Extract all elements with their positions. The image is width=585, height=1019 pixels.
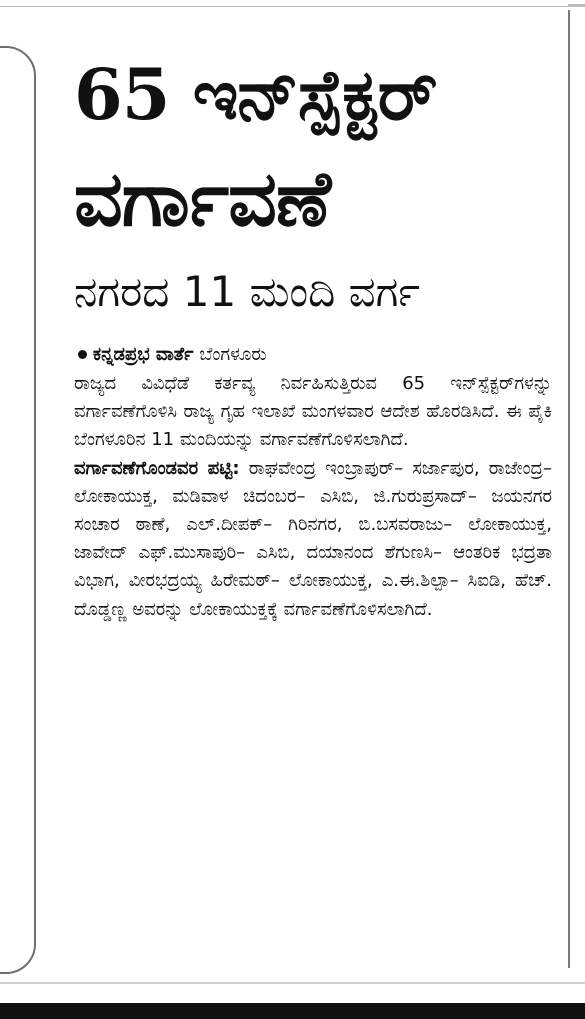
- transfer-list-label: ವರ್ಗಾವಣೆಗೊಂಡವರ ಪಟ್ಟಿ:: [74, 457, 240, 479]
- right-corner-rule: [568, 4, 585, 11]
- top-rule: [0, 6, 585, 7]
- adjacent-column-frame: [0, 46, 36, 974]
- byline-agency: ಕನ್ನಡಪ್ರಭ ವಾರ್ತೆ: [93, 344, 194, 365]
- bullet-icon: [78, 350, 87, 359]
- headline: [74, 46, 552, 248]
- byline: [74, 342, 552, 368]
- bottom-heavy-rule: [0, 1003, 585, 1019]
- column-divider: [568, 10, 570, 968]
- transfer-list-text: ರಾಘವೇಂದ್ರ ಇಂಬ್ರಾಪುರ್– ಸರ್ಜಾಪುರ, ರಾಜೇಂದ್ರ– ಲೋಕಾಯುಕ್ತ, ಮಡಿವಾಳ ಚಿದಂಬರ– ಎಸಿಬಿ, ಜಿ.ಗುರುಪ್ರಸಾದ್– ಜಯನಗರ ಸಂಚಾರ ಠಾಣೆ, ಎಲ್.ದೀಪಕ್– ಗಿರಿನಗರ, ಬಿ.ಬಸವರಾಜು– ಲೋಕಾಯುಕ್ತ, ಜಾವೇದ್ ಎಫ್.ಮುಸಾಪುರಿ– ಎಸಿಬಿ, ದಯಾನಂದ ಶೆಗುಣಸಿ– ಆಂತರಿಕ ಭದ್ರತಾ ವಿಭಾಗ, ವೀರಭದ್ರಯ್ಯ ಹಿರೇಮಠ್– ಲೋಕಾಯುಕ್ತ, ಎ.ಈ.ಶಿಲ್ಪಾ– ಸಿಐಡಿ, ಹೆಚ್. ದೊಡ್ಡಣ್ಣ ಅವರನ್ನು ಲೋಕಾಯುಕ್ತಕ್ಕೆ ವರ್ಗಾವಣೆಗೊಳಿಸಲಾಗಿದೆ.: [74, 457, 552, 620]
- bottom-thin-rule: [0, 982, 585, 984]
- article-paragraph: ರಾಜ್ಯದ ವಿವಿಧೆಡೆ ಕರ್ತವ್ಯ ನಿರ್ವಹಿಸುತ್ತಿರುವ 65 ಇನ್‌ಸ್ಪೆಕ್ಟರ್‌ಗಳನ್ನು ವರ್ಗಾವಣೆಗೊಳಿಸಿ ರಾಜ್ಯ ಗೃಹ ಇಲಾಖೆ ಮಂಗಳವಾರ ಆದೇಶ ಹೊರಡಿಸಿದೆ. ಈ ಪೈಕಿ ಬೆಂಗಳೂರಿನ 11 ಮಂದಿಯನ್ನು ವರ್ಗಾವಣೆಗೊಳಿಸಲಾಗಿದೆ.: [74, 373, 552, 451]
- headline-line-1: 65 ಇನ್‌ಸ್ಪೆಕ್ಟರ್: [74, 53, 437, 136]
- headline-line-2: ವರ್ಗಾವಣೆ: [74, 154, 331, 243]
- subheadline: ನಗರದ 11 ಮಂದಿ ವರ್ಗ: [74, 267, 421, 316]
- byline-place: ಬೆಂಗಳೂರು: [199, 344, 267, 365]
- transfer-list-paragraph: [74, 455, 552, 624]
- news-article: [74, 46, 552, 624]
